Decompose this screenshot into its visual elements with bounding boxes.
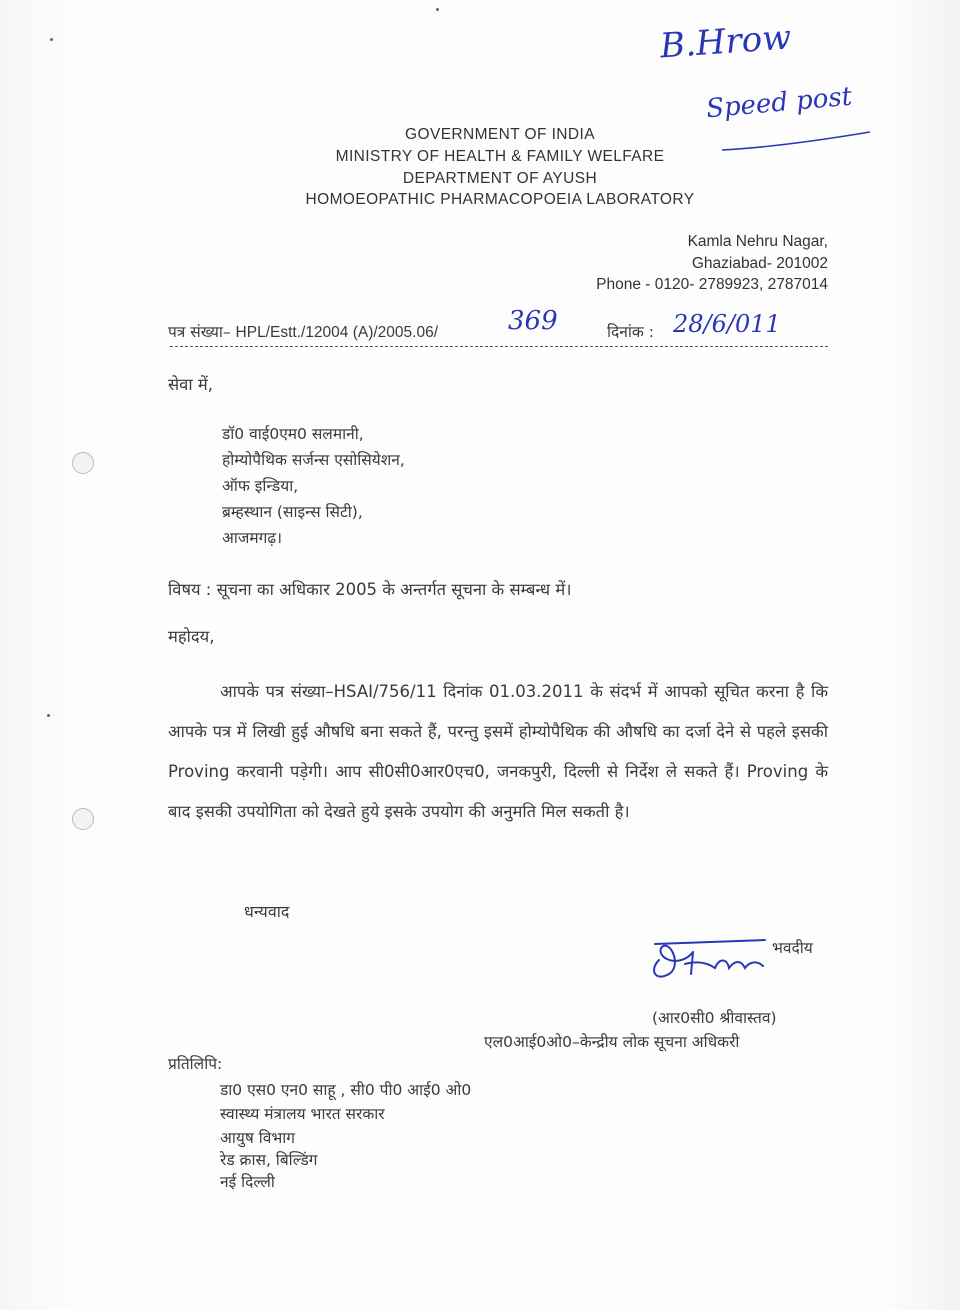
body-paragraph — [168, 672, 828, 832]
salutation-to: सेवा में, — [168, 375, 213, 394]
speck — [50, 38, 53, 41]
header-ministry: MINISTRY OF HEALTH & FAMILY WELFARE — [335, 148, 665, 165]
copy-line-2: स्वास्थ्य मंत्रालय भारत सरकार — [220, 1105, 385, 1123]
header-government: GOVERNMENT OF INDIA — [405, 126, 595, 143]
reference-line — [168, 320, 438, 342]
reference-number: HPL/Estt./12004 (A)/2005.06/ — [235, 324, 439, 341]
body-text: आपके पत्र संख्या–HSAI/756/11 दिनांक 01.03.2011 के संदर्भ में आपको सूचित करना है कि आपके पत्र में लिखी हुई औषधि बना सकते हैं, परन्तु इसमें होम्योपैथिक की औषधि का दर्जा देने से पहले इसकी Proving करवानी पड़ेगी। आप सी0सी0आर0एच0, जनकपुरी, दिल्ली से निर्देश ले सकते हैं। Proving के बाद इसकी उपयोगिता को देखते हुये इसके उपयोग की अनुमति मिल सकती है। — [168, 682, 828, 821]
signature-image — [645, 930, 775, 990]
signatory-designation: एल0आई0ओ0–केन्द्रीय लोक सूचना अधिकरी — [484, 1033, 740, 1051]
recipient-line-4: ब्रम्हस्थान (साइन्स सिटी), — [222, 503, 363, 521]
punch-hole-bottom — [72, 808, 94, 830]
address-line-1: Kamla Nehru Nagar, — [687, 233, 828, 250]
date-label: दिनांक : — [607, 323, 654, 341]
handwritten-ref-number: 369 — [508, 306, 558, 336]
copy-line-3: आयुष विभाग — [220, 1129, 295, 1147]
address-phone: Phone - 0120- 2789923, 2787014 — [596, 276, 828, 293]
recipient-line-5: आजमगढ़। — [222, 529, 282, 547]
copy-line-1: डा0 एस0 एन0 साहू , सी0 पी0 आई0 ओ0 — [220, 1081, 472, 1099]
signatory-name: (आर0सी0 श्रीवास्तव) — [652, 1009, 777, 1027]
copy-line-4: रेड क्रास, बिल्डिंग — [220, 1151, 318, 1169]
copy-line-5: नई दिल्ली — [220, 1173, 275, 1191]
speck — [436, 8, 439, 11]
recipient-line-2: होम्योपैथिक सर्जन्स एसोसियेशन, — [222, 451, 405, 469]
greeting: महोदय, — [168, 627, 215, 646]
recipient-line-3: ऑफ इन्डिया, — [222, 477, 299, 495]
punch-hole-top — [72, 452, 94, 474]
recipient-line-1: डॉ0 वाई0एम0 सलमानी, — [222, 425, 364, 443]
closing: भवदीय — [772, 939, 813, 957]
address-line-2: Ghaziabad- 201002 — [691, 255, 828, 272]
separator-dashes — [170, 346, 828, 347]
speck — [47, 714, 50, 717]
handwritten-date: 28/6/011 — [673, 310, 781, 338]
handwritten-speed-post: Speed post — [704, 81, 854, 125]
subject-line: विषय : सूचना का अधिकार 2005 के अन्तर्गत सूचना के सम्बन्ध में। — [168, 580, 572, 599]
header-department: DEPARTMENT OF AYUSH — [402, 170, 598, 187]
header-laboratory: HOMOEOPATHIC PHARMACOPOEIA LABORATORY — [305, 191, 695, 208]
thanks: धन्यवाद — [244, 902, 290, 921]
copy-label: प्रतिलिपि: — [168, 1055, 223, 1073]
reference-label: पत्र संख्या– — [168, 323, 231, 341]
handwritten-signature-top: B.Hrow — [658, 17, 793, 67]
